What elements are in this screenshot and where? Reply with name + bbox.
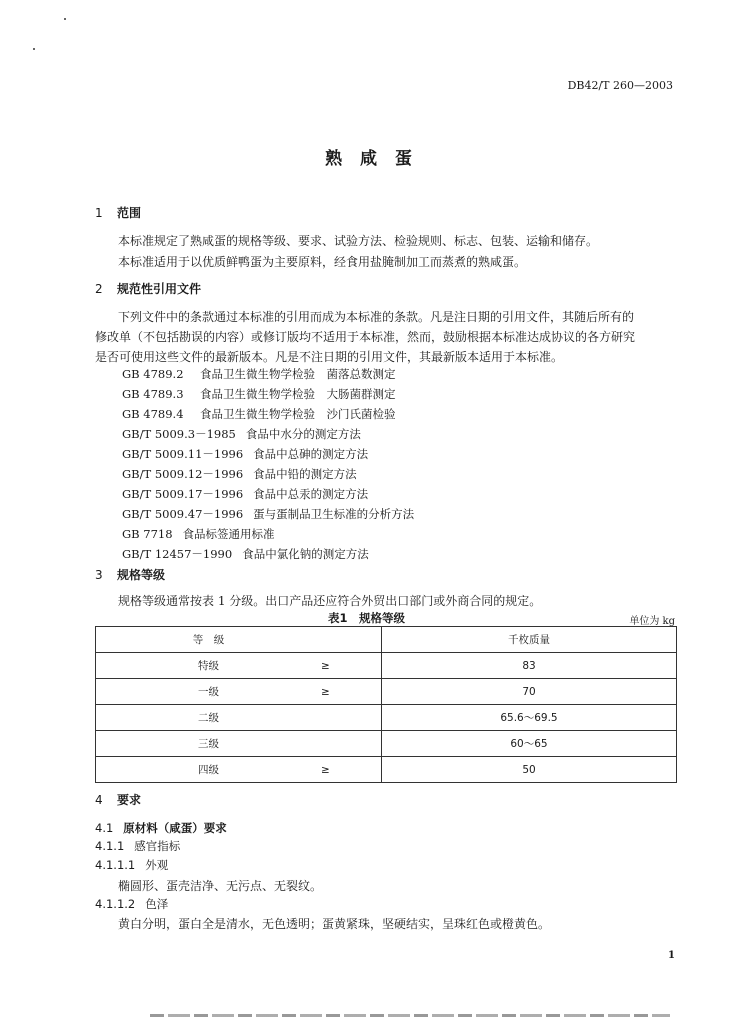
header-grade: 等 级 <box>96 627 322 653</box>
reference-title: 蛋与蛋制品卫生标准的分析方法 <box>253 507 415 521</box>
reference-title: 食品卫生微生物学检验 菌落总数测定 <box>200 367 396 381</box>
reference-title: 食品卫生微生物学检验 沙门氏菌检验 <box>200 407 396 421</box>
operator-cell <box>321 705 382 731</box>
section-title: 规范性引用文件 <box>117 282 202 296</box>
scan-artifact-line <box>150 1014 670 1017</box>
grade-cell: 四级 <box>96 757 322 783</box>
reference-code: GB 4789.3 <box>122 387 184 401</box>
table-unit: 单位为 kg <box>629 616 675 627</box>
reference-code: GB/T 5009.47－1996 <box>122 507 244 521</box>
reference-item <box>122 446 368 462</box>
table-header-row <box>96 627 677 653</box>
subsection-heading <box>95 820 227 836</box>
reference-title: 食品中总汞的测定方法 <box>253 487 369 501</box>
paragraph: 规格等级通常按表 1 分级。出口产品还应符合外贸出口部门或外商合同的规定。 <box>118 594 542 608</box>
section-number: 1 <box>95 206 103 220</box>
reference-item <box>122 466 357 482</box>
section-number: 2 <box>95 282 103 296</box>
reference-item <box>122 366 396 382</box>
table-row <box>96 705 677 731</box>
operator-cell: ≥ <box>321 757 382 783</box>
scan-speck <box>33 48 35 50</box>
grade-cell: 二级 <box>96 705 322 731</box>
table-row <box>96 653 677 679</box>
reference-code: GB/T 5009.12－1996 <box>122 467 244 481</box>
reference-item <box>122 426 361 442</box>
reference-item <box>122 386 396 402</box>
reference-title: 食品中铅的测定方法 <box>253 467 357 481</box>
header-mass: 千枚质量 <box>382 627 677 653</box>
subsection-title: 感官指标 <box>134 839 181 853</box>
reference-title: 食品中总砷的测定方法 <box>253 447 369 461</box>
reference-item <box>122 486 368 502</box>
table-row <box>96 679 677 705</box>
operator-cell: ≥ <box>321 679 382 705</box>
reference-item <box>122 526 275 542</box>
page-number: 1 <box>668 950 675 961</box>
subsection-heading <box>95 896 168 912</box>
header-op-cell <box>321 627 382 653</box>
reference-item <box>122 406 396 422</box>
subsection-title: 色泽 <box>145 897 169 911</box>
scan-speck <box>64 18 66 20</box>
grade-cell: 三级 <box>96 731 322 757</box>
subsection-heading <box>95 857 168 873</box>
section-3-heading <box>95 566 165 583</box>
paragraph: 椭圆形、蛋壳洁净、无污点、无裂纹。 <box>118 879 323 893</box>
reference-code: GB 4789.4 <box>122 407 184 421</box>
doc-number: DB42/T 260—2003 <box>567 79 673 92</box>
mass-cell: 65.6～69.5 <box>382 705 677 731</box>
section-1-heading <box>95 204 141 221</box>
paragraph-line: 下列文件中的条款通过本标准的引用而成为本标准的条款。凡是注日期的引用文件，其随后所有的 <box>118 310 635 324</box>
subsection-title: 原材料（咸蛋）要求 <box>123 821 227 835</box>
mass-cell: 83 <box>382 653 677 679</box>
page-title: 熟 咸 蛋 <box>325 149 418 169</box>
mass-cell: 50 <box>382 757 677 783</box>
section-number: 3 <box>95 568 103 582</box>
grade-cell: 一级 <box>96 679 322 705</box>
reference-title: 食品中氯化钠的测定方法 <box>242 547 369 561</box>
table-row <box>96 731 677 757</box>
grade-cell: 特级 <box>96 653 322 679</box>
reference-code: GB 7718 <box>122 527 173 541</box>
section-title: 范围 <box>117 206 142 220</box>
reference-code: GB/T 5009.11－1996 <box>122 447 244 461</box>
reference-title: 食品中水分的测定方法 <box>245 427 361 441</box>
table-row <box>96 757 677 783</box>
mass-cell: 70 <box>382 679 677 705</box>
section-title: 要求 <box>117 793 142 807</box>
section-4-heading <box>95 791 141 808</box>
section-2-heading <box>95 280 201 297</box>
paragraph-line: 修改单（不包括勘误的内容）或修订版均不适用于本标准，然而，鼓励根据本标准达成协议的各方研究 <box>95 330 636 344</box>
reference-code: GB/T 12457－1990 <box>122 547 233 561</box>
section-title: 规格等级 <box>117 568 166 582</box>
mass-cell: 60～65 <box>382 731 677 757</box>
paragraph: 本标准规定了熟咸蛋的规格等级、要求、试验方法、检验规则、标志、包装、运输和储存。 <box>118 234 599 248</box>
subsection-number: 4.1.1.2 <box>95 897 136 911</box>
section-number: 4 <box>95 793 103 807</box>
reference-item <box>122 546 369 562</box>
table-caption: 表1 规格等级 <box>328 611 406 625</box>
paragraph: 黄白分明，蛋白全是清水，无色透明；蛋黄紧珠，坚硬结实，呈珠红色或橙黄色。 <box>118 917 551 931</box>
subsection-number: 4.1.1 <box>95 839 125 853</box>
reference-code: GB/T 5009.3－1985 <box>122 427 236 441</box>
reference-item <box>122 506 414 522</box>
reference-code: GB 4789.2 <box>122 367 184 381</box>
subsection-number: 4.1.1.1 <box>95 858 136 872</box>
operator-cell <box>321 731 382 757</box>
grade-table <box>95 626 677 783</box>
subsection-number: 4.1 <box>95 821 114 835</box>
reference-title: 食品标签通用标准 <box>182 527 275 541</box>
operator-cell: ≥ <box>321 653 382 679</box>
subsection-heading <box>95 838 180 854</box>
paragraph-line: 是否可使用这些文件的最新版本。凡是不注日期的引用文件，其最新版本适用于本标准。 <box>95 350 564 364</box>
reference-code: GB/T 5009.17－1996 <box>122 487 244 501</box>
subsection-title: 外观 <box>145 858 169 872</box>
reference-title: 食品卫生微生物学检验 大肠菌群测定 <box>200 387 396 401</box>
paragraph: 本标准适用于以优质鲜鸭蛋为主要原料，经食用盐腌制加工而蒸煮的熟咸蛋。 <box>118 255 527 269</box>
